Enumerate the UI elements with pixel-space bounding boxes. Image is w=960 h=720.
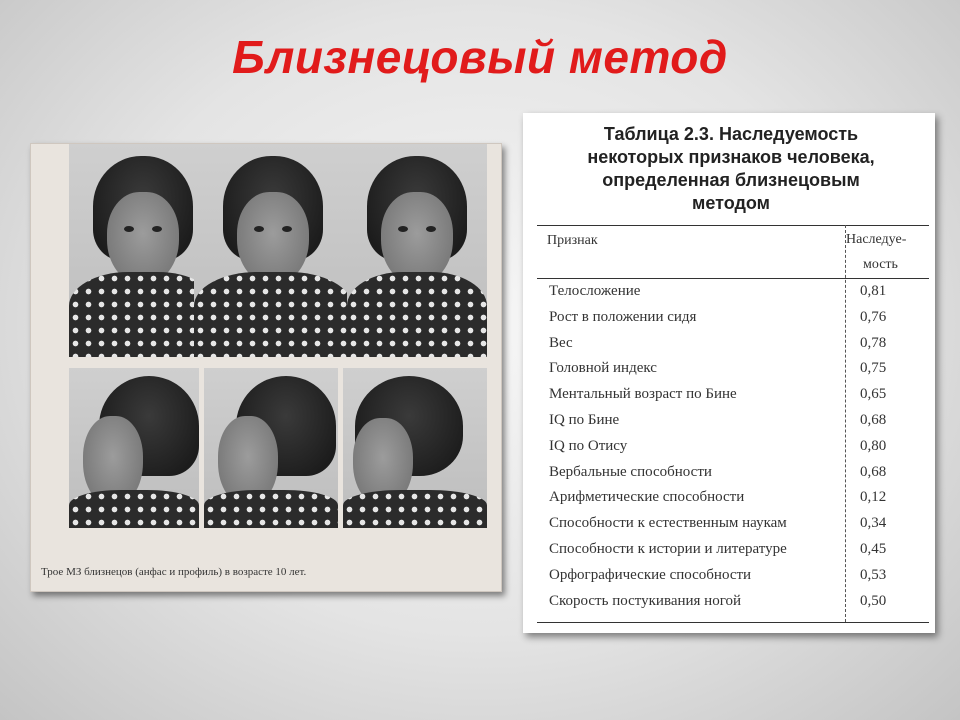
trait-cell: Орфографические способности [549, 566, 752, 583]
table-heading [541, 123, 921, 215]
twin-1-profile-photo [69, 368, 199, 528]
trait-cell: Ментальный возраст по Бине [549, 386, 737, 403]
trait-cell: Способности к естественным наукам [549, 515, 787, 532]
table-heading-line-4: методом [692, 193, 770, 213]
table-row [549, 593, 919, 619]
heritability-cell: 0,68 [860, 412, 887, 428]
heritability-cell: 0,50 [860, 592, 887, 609]
trait-cell: Арифметические способности [549, 489, 745, 506]
trait-cell: Телосложение [549, 283, 641, 299]
twins-photo-card [30, 143, 502, 592]
trait-cell: IQ по Отису [549, 437, 628, 454]
twin-3-profile-photo [343, 368, 487, 528]
table-row [549, 541, 919, 567]
trait-cell: Рост в положении сидя [549, 308, 697, 325]
table-heading-line-3: определенная близнецовым [602, 170, 860, 190]
heritability-table-card [523, 113, 935, 633]
table-header-rule [537, 278, 929, 279]
twin-2-front-photo [194, 144, 352, 357]
table-row [549, 360, 919, 386]
table-row [549, 309, 919, 335]
table-row [549, 386, 919, 412]
table-row [549, 335, 919, 361]
trait-cell: Головной индекс [549, 360, 657, 377]
table-row [549, 464, 919, 490]
table-row [549, 438, 919, 464]
heritability-cell: 0,78 [860, 334, 887, 351]
heritability-cell: 0,12 [860, 489, 887, 506]
table-row [549, 283, 919, 309]
trait-cell: Вербальные способности [549, 463, 712, 480]
table-heading-line-2: некоторых признаков человека, [587, 147, 875, 167]
heritability-cell: 0,76 [860, 308, 887, 325]
trait-cell: Способности к истории и литературе [549, 541, 787, 557]
trait-cell: IQ по Бине [549, 412, 620, 428]
trait-cell: Скорость постукивания ногой [549, 592, 742, 609]
heritability-cell: 0,80 [860, 437, 887, 454]
column-header-heritability-line-2: мость [863, 257, 898, 272]
trait-cell: Вес [549, 334, 573, 351]
table-row [549, 515, 919, 541]
column-header-trait: Признак [547, 233, 598, 248]
heritability-cell: 0,81 [860, 283, 887, 299]
table-top-rule [537, 225, 929, 226]
table-row [549, 412, 919, 438]
heritability-cell: 0,34 [860, 515, 887, 532]
heritability-cell: 0,75 [860, 360, 887, 377]
table-row [549, 567, 919, 593]
slide-title: Близнецовый метод [232, 31, 728, 83]
heritability-cell: 0,53 [860, 566, 887, 583]
twin-3-front-photo [347, 144, 487, 357]
twin-2-profile-photo [204, 368, 338, 528]
table-heading-line-1: Таблица 2.3. Наследуемость [603, 124, 859, 144]
heritability-cell: 0,65 [860, 386, 887, 403]
heritability-cell: 0,68 [860, 463, 887, 480]
column-header-heritability-line-1: Наследуе- [846, 232, 907, 247]
table-bottom-rule [537, 622, 929, 623]
photo-caption: Трое МЗ близнецов (анфас и профиль) в возрасте 10 лет. [41, 566, 307, 578]
table-row [549, 489, 919, 515]
heritability-cell: 0,45 [860, 541, 887, 557]
